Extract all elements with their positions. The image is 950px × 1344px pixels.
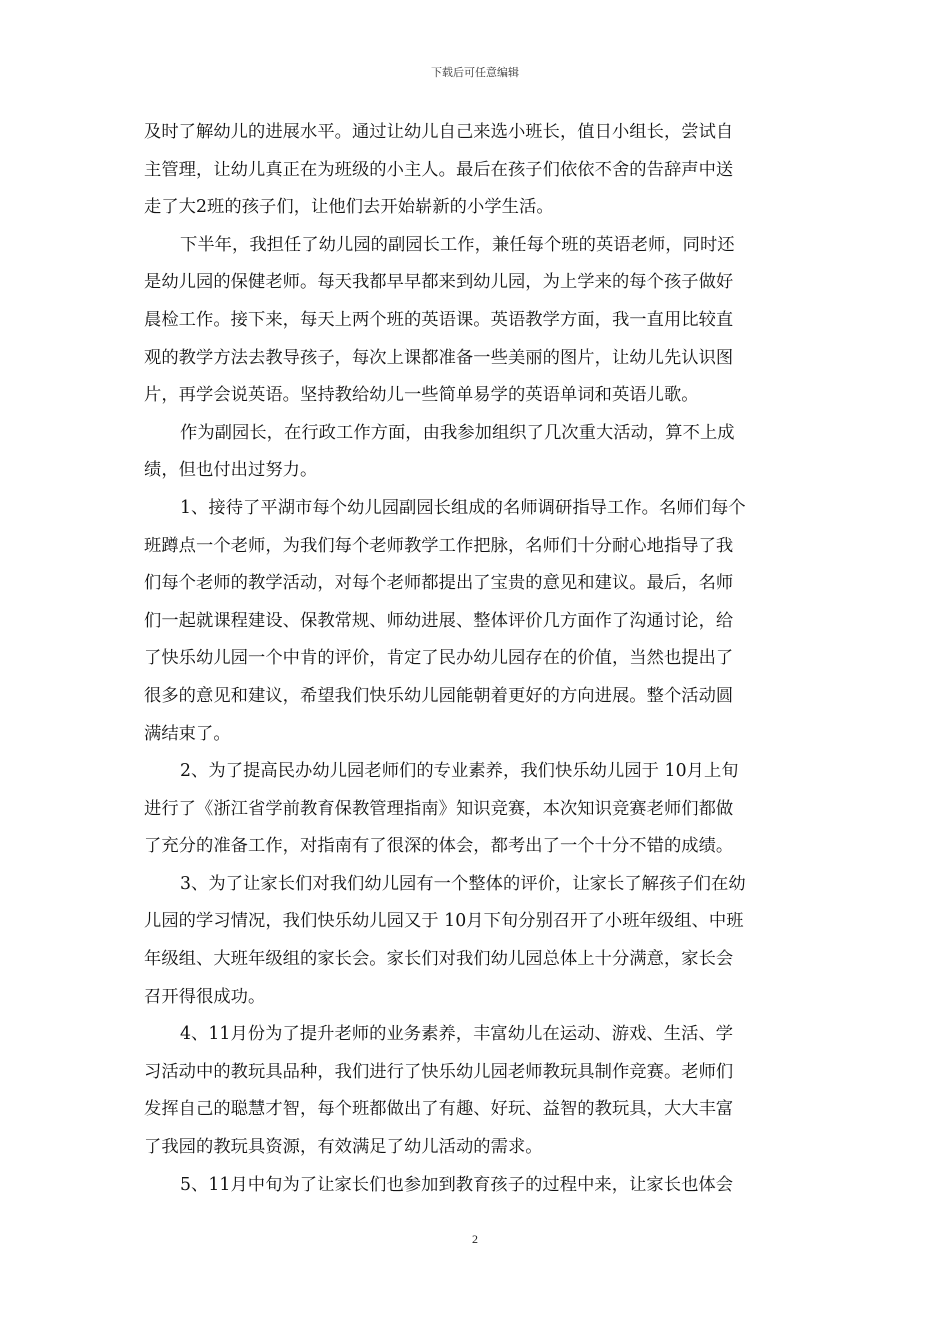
text-line: 班蹲点一个老师，为我们每个老师教学工作把脉，名师们十分耐心地指导了我: [144, 535, 734, 556]
text-line: 们一起就课程建设、保教常规、师幼进展、整体评价几方面作了沟通讨论，给: [144, 610, 734, 631]
text-line: 了快乐幼儿园一个中肯的评价，肯定了民办幼儿园存在的价值，当然也提出了: [144, 648, 734, 669]
text-line: 很多的意见和建议，希望我们快乐幼儿园能朝着更好的方向进展。整个活动圆: [144, 685, 734, 706]
text-line: 晨检工作。接下来，每天上两个班的英语课。英语教学方面，我一直用比较直: [144, 309, 734, 330]
text-line: 走了大2班的孩子们，让他们去开始崭新的小学生活。: [144, 197, 554, 218]
text-line: 4、11月份为了提升老师的业务素养，丰富幼儿在运动、游戏、生活、学: [180, 1024, 734, 1045]
text-line: 1、接待了平湖市每个幼儿园副园长组成的名师调研指导工作。名师们每个: [180, 497, 746, 518]
text-line: 5、11月中旬为了让家长们也参加到教育孩子的过程中来，让家长也体会: [180, 1174, 734, 1195]
text-line: 发挥自己的聪慧才智，每个班都做出了有趣、好玩、益智的教玩具，大大丰富: [144, 1099, 734, 1120]
page-header: 下载后可任意编辑: [431, 66, 519, 79]
text-line: 是幼儿园的保健老师。每天我都早早都来到幼儿园，为上学来的每个孩子做好: [144, 272, 734, 293]
text-line: 3、为了让家长们对我们幼儿园有一个整体的评价，让家长了解孩子们在幼: [180, 873, 746, 894]
text-line: 召开得很成功。: [144, 986, 266, 1007]
text-line: 及时了解幼儿的进展水平。通过让幼儿自己来选小班长，值日小组长，尝试自: [144, 122, 734, 142]
text-line: 儿园的学习情况，我们快乐幼儿园又于 10月下旬分别召开了小班年级组、中班: [144, 911, 744, 932]
text-line: 满结束了。: [144, 723, 231, 744]
text-line: 了充分的准备工作，对指南有了很深的体会，都考出了一个十分不错的成绩。: [144, 836, 734, 857]
text-line: 年级组、大班年级组的家长会。家长们对我们幼儿园总体上十分满意，家长会: [144, 949, 734, 970]
page-number: 2: [472, 1232, 478, 1246]
text-line: 2、为了提高民办幼儿园老师们的专业素养，我们快乐幼儿园于 10月上旬: [180, 761, 739, 782]
document-body: [144, 114, 808, 1204]
text-line: 作为副园长，在行政工作方面，由我参加组织了几次重大活动，算不上成: [180, 422, 735, 443]
text-line: 下半年，我担任了幼儿园的副园长工作，兼任每个班的英语老师，同时还: [180, 234, 735, 255]
text-line: 主管理，让幼儿真正在为班级的小主人。最后在孩子们依依不舍的告辞声中送: [144, 159, 734, 180]
text-line: 观的教学方法去教导孩子，每次上课都准备一些美丽的图片，让幼儿先认识图: [144, 347, 734, 368]
text-line: 绩，但也付出过努力。: [144, 460, 318, 481]
text-line: 习活动中的教玩具品种，我们进行了快乐幼儿园老师教玩具制作竞赛。老师们: [144, 1061, 734, 1082]
text-line: 了我园的教玩具资源，有效满足了幼儿活动的需求。: [144, 1137, 543, 1158]
text-line: 片，再学会说英语。坚持教给幼儿一些简单易学的英语单词和英语儿歌。: [144, 385, 699, 406]
text-line: 们每个老师的教学活动，对每个老师都提出了宝贵的意见和建议。最后，名师: [144, 573, 734, 594]
text-line: 进行了《浙江省学前教育保教管理指南》知识竞赛，本次知识竞赛老师们都做: [144, 798, 734, 819]
